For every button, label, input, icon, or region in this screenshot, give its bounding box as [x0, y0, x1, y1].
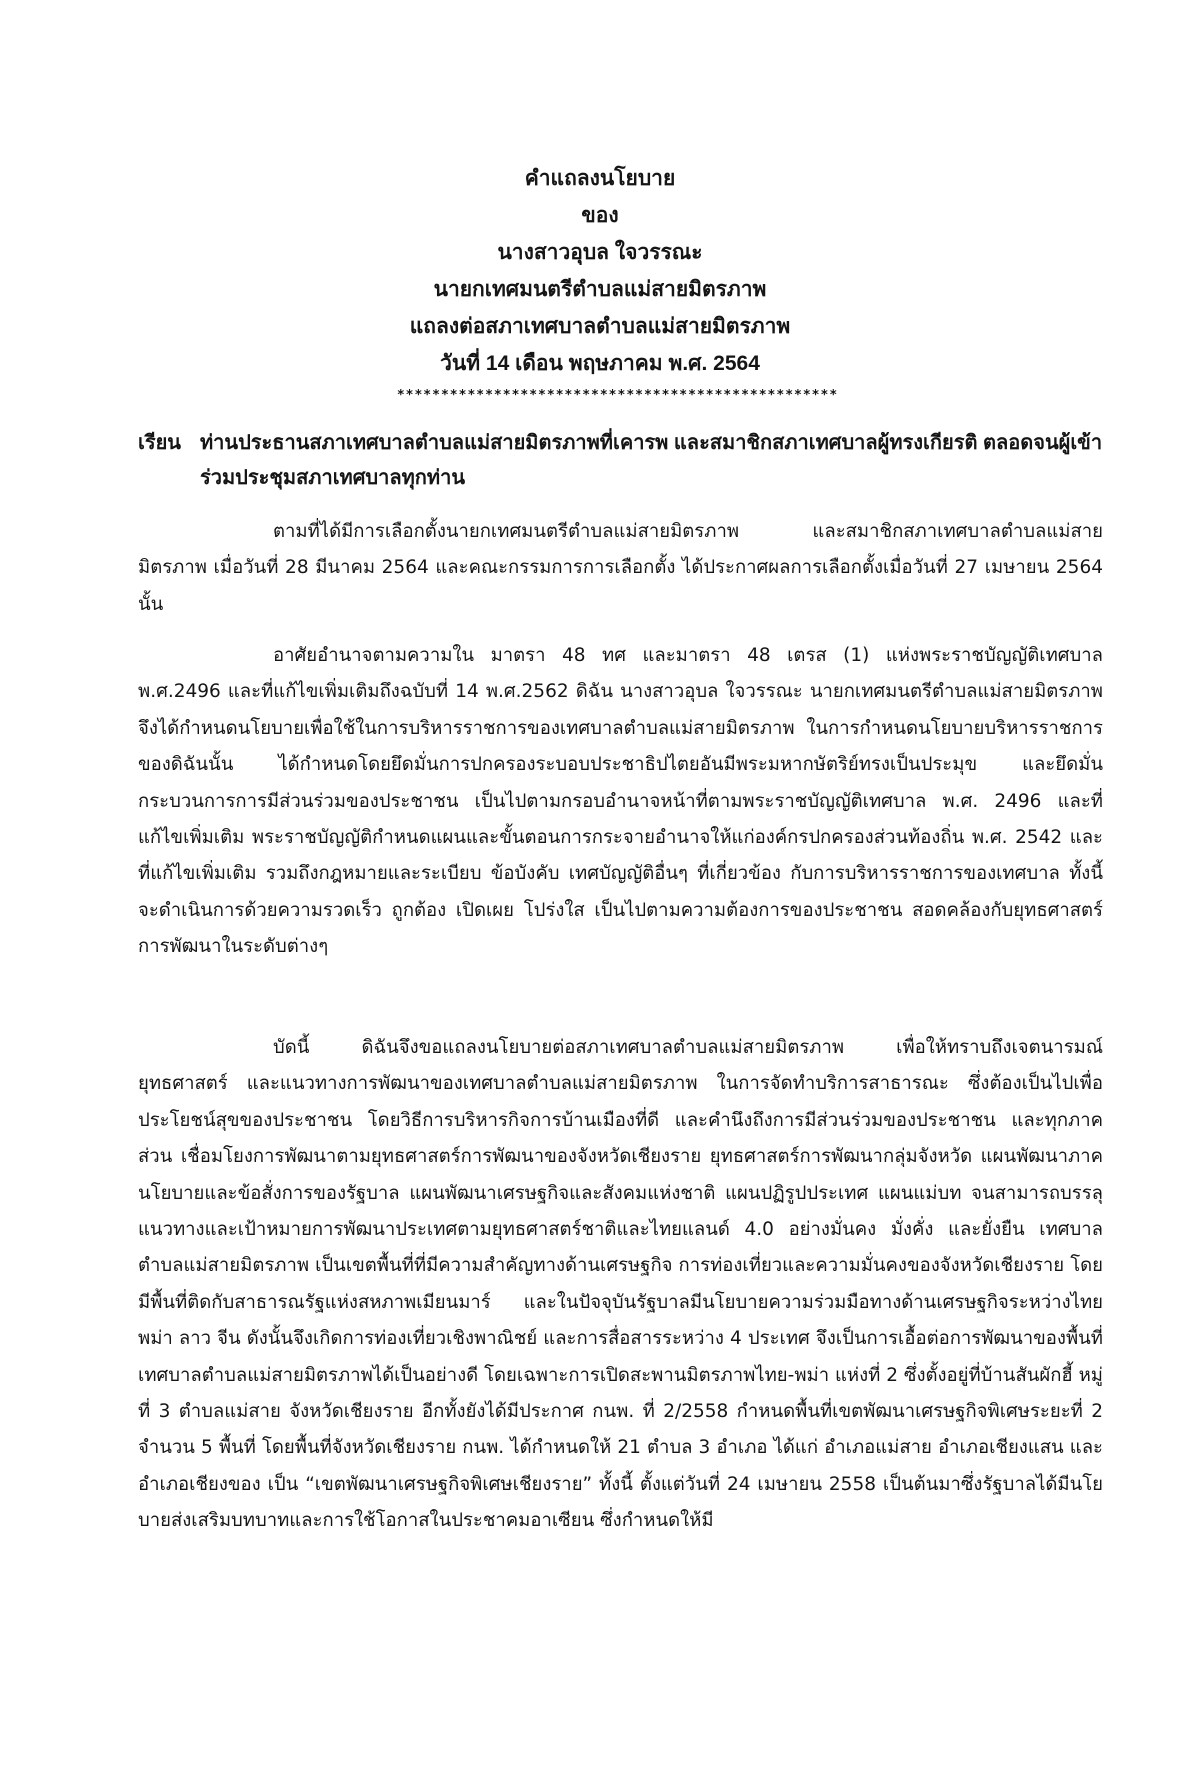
body-paragraph-3: บัดนี้ ดิฉันจึงขอแถลงนโยบายต่อสภาเทศบาลตำบลแม่สายมิตรภาพ เพื่อให้ทราบถึงเจตนารมณ์ ยุทธศาสตร์ และแนวทางการพัฒนาของเทศบาลตำบลแม่สายมิตรภาพ ในการจัดทำบริการสาธารณะ ซึ่งต้องเป็นไปเพื่อประโยชน์สุขของประชาชน โดยวิธีการบริหารกิจการบ้านเมืองที่ดี และคำนึงถึงการมีส่วนร่วมของประชาชน และทุกภาคส่วน เชื่อมโยงการพัฒนาตามยุทธศาสตร์การพัฒนาของจังหวัดเชียงราย ยุทธศาสตร์การพัฒนากลุ่มจังหวัด แผนพัฒนาภาค นโยบายและข้อสั่งการของรัฐบาล แผนพัฒนาเศรษฐกิจและสังคมแห่งชาติ แผนปฏิรูปประเทศ แผนแม่บท จนสามารถบรรลุแนวทางและเป้าหมายการพัฒนาประเทศตามยุทธศาสตร์ชาติและไทยแลนด์ 4.0 อย่างมั่นคง มั่งคั่ง และยั่งยืน เทศบาลตำบลแม่สายมิตรภาพ เป็นเขตพื้นที่ที่มีความสำคัญทางด้านเศรษฐกิจ การท่องเที่ยวและความมั่นคงของจังหวัดเชียงราย โดยมีพื้นที่ติดกับสาธารณรัฐแห่งสหภาพเมียนมาร์ และในปัจจุบันรัฐบาลมีนโยบายความร่วมมือทางด้านเศรษฐกิจระหว่างไทย พม่า ลาว จีน ดังนั้นจึงเกิดการท่องเที่ยวเชิงพาณิชย์ และการสื่อสารระหว่าง 4 ประเทศ จึงเป็นการเอื้อต่อการพัฒนาของพื้นที่เทศบาลตำบลแม่สายมิตรภาพได้เป็นอย่างดี โดยเฉพาะการเปิดสะพานมิตรภาพไทย-พม่า แห่งที่ 2 ซึ่งตั้งอยู่ที่บ้านสันผักฮี้ หมู่ที่ 3 ตำบลแม่สาย จังหวัดเชียงราย อีกทั้งยังได้มีประกาศ กนพ. ที่ 2/2558 กำหนดพื้นที่เขตพัฒนาเศรษฐกิจพิเศษระยะที่ 2 จำนวน 5 พื้นที่ โดยพื้นที่จังหวัดเชียงราย กนพ. ได้กำหนดให้ 21 ตำบล 3 อำเภอ ได้แก่ อำเภอแม่สาย อำเภอเชียงแสน และอำเภอเชียงของ เป็น “เขตพัฒนาเศรษฐกิจพิเศษเชียงราย” ทั้งนี้ ตั้งแต่วันที่ 24 เมษายน 2558 เป็นต้นมาซึ่งรัฐบาลได้มีนโยบายส่งเสริมบทบาทและการใช้โอกาสในประชาคมอาเซียน ซึ่งกำหนดให้มี — [138, 1037, 1103, 1532]
salutation-text: ท่านประธานสภาเทศบาลตำบลแม่สายมิตรภาพที่เคารพ และสมาชิกสภาเทศบาลผู้ทรงเกียรติ ตลอดจนผู้เข้าร่วมประชุมสภาเทศบาลทุกท่าน — [200, 432, 1103, 489]
body-paragraph-1: ตามที่ได้มีการเลือกตั้งนายกเทศมนตรีตำบลแม่สายมิตรภาพ และสมาชิกสภาเทศบาลตำบลแม่สายมิตรภาพ เมื่อวันที่ 28 มีนาคม 2564 และคณะกรรมการการเลือกตั้ง ได้ประกาศผลการเลือกตั้งเมื่อวันที่ 27 เมษายน 2564 นั้น — [138, 521, 1103, 615]
speaker-name: นางสาวอุบล ใจวรรณะ — [497, 241, 703, 264]
body-paragraph-2: อาศัยอำนาจตามความใน มาตรา 48 ทศ และมาตรา 48 เตรส (1) แห่งพระราชบัญญัติเทศบาล พ.ศ.2496 และที่แก้ไขเพิ่มเติมถึงฉบับที่ 14 พ.ศ.2562 ดิฉัน นางสาวอุบล ใจวรรณะ นายกเทศมนตรีตำบลแม่สายมิตรภาพ จึงได้กำหนดนโยบายเพื่อใช้ในการบริหารราชการของเทศบาลตำบลแม่สายมิตรภาพ ในการกำหนดนโยบายบริหารราชการของดิฉันนั้น ได้กำหนดโดยยึดมั่นการปกครองระบอบประชาธิปไตยอันมีพระมหากษัตริย์ทรงเป็นประมุข และยึดมั่นกระบวนการการมีส่วนร่วมของประชาชน เป็นไปตามกรอบอำนาจหน้าที่ตามพระราชบัญญัติเทศบาล พ.ศ. 2496 และที่แก้ไขเพิ่มเติม พระราชบัญญัติกำหนดแผนและขั้นตอนการกระจายอำนาจให้แก่องค์กรปกครองส่วนท้องถิ่น พ.ศ. 2542 และที่แก้ไขเพิ่มเติม รวมถึงกฎหมายและระเบียบ ข้อบังคับ เทศบัญญัติอื่นๆ ที่เกี่ยวข้อง กับการบริหารราชการของเทศบาล ทั้งนี้จะดำเนินการด้วยความรวดเร็ว ถูกต้อง เปิดเผย โปร่งใส เป็นไปตามความต้องการของประชาชน สอดคล้องกับยุทธศาสตร์การพัฒนาในระดับต่างๆ — [138, 645, 1103, 958]
document-date: วันที่ 14 เดือน พฤษภาคม พ.ศ. 2564 — [440, 352, 760, 375]
addressed-to: แถลงต่อสภาเทศบาลตำบลแม่สายมิตรภาพ — [409, 315, 791, 338]
salutation-label: เรียน — [138, 432, 181, 454]
asterisk-separator: ************************************************** — [396, 388, 839, 403]
document-title: คำแถลงนโยบาย — [524, 167, 676, 190]
heading-of: ของ — [581, 204, 619, 227]
document-heading — [0, 160, 1200, 382]
speaker-position: นายกเทศมนตรีตำบลแม่สายมิตรภาพ — [433, 278, 767, 301]
